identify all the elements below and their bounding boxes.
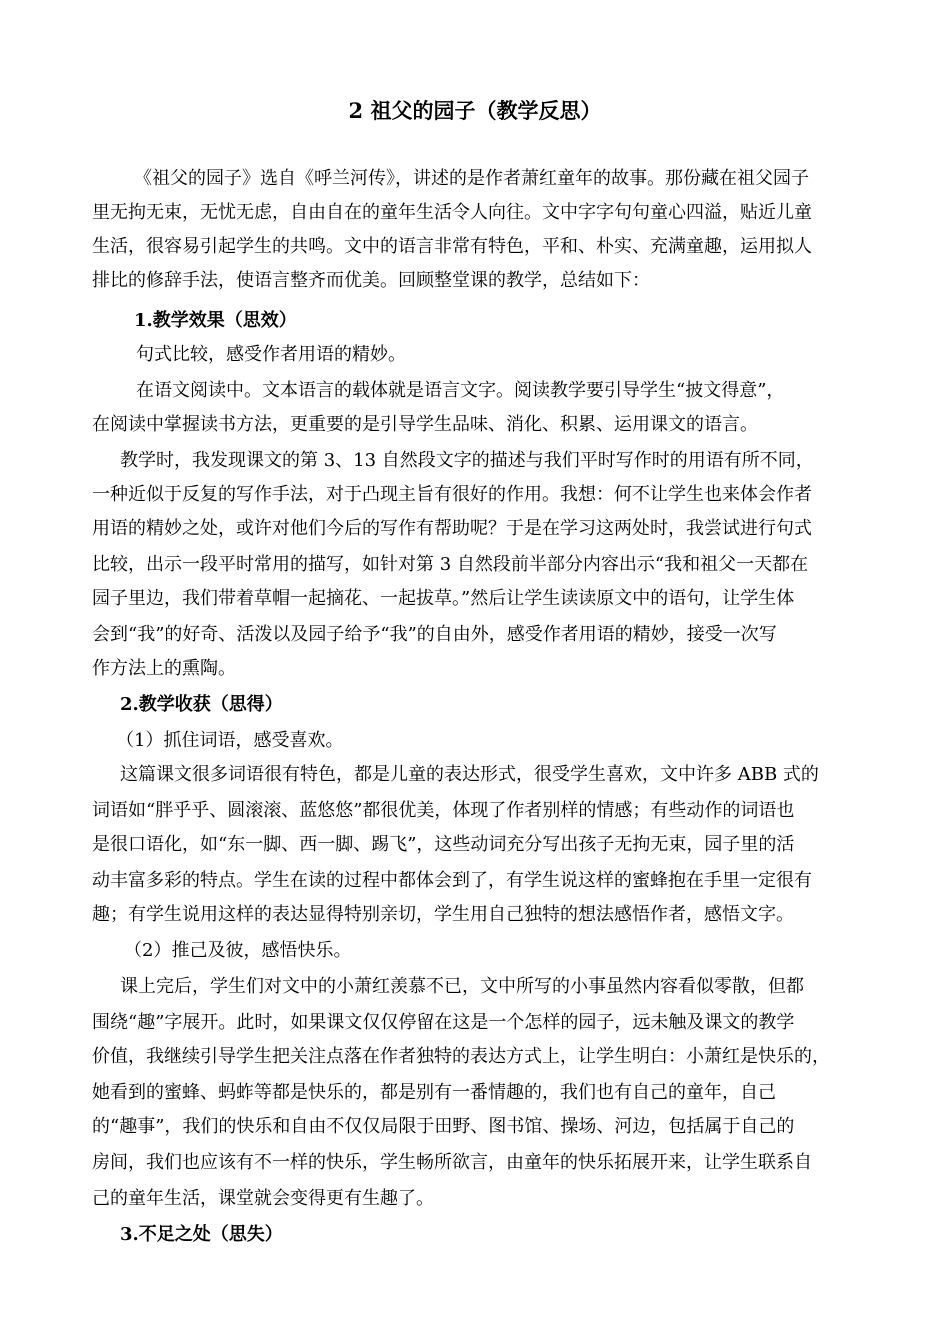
paragraph-line: 句式比较，感受作者用语的精妙。 bbox=[136, 344, 406, 365]
paragraph-line: 这篇课文很多词语很有特色，都是儿童的表达形式，很受学生喜欢，文中许多 ABB 式的 bbox=[120, 764, 819, 785]
paragraph-line: 是很口语化，如“东一脚、西一脚、踢飞”，这些动词充分写出孩子无拘无束，园子里的活 bbox=[92, 834, 795, 855]
section-heading: 3.不足之处（思失） bbox=[120, 1224, 283, 1245]
section-heading: 2.教学收获（思得） bbox=[120, 694, 283, 715]
paragraph-line: 的“趣事”，我们的快乐和自由不仅仅局限于田野、图书馆、操场、河边，包括属于自己的 bbox=[92, 1116, 795, 1137]
paragraph-line: 在语文阅读中。文本语言的载体就是语言文字。阅读教学要引导学生“披文得意”， bbox=[136, 380, 785, 401]
paragraph-line: 生活，很容易引起学生的共鸣。文中的语言非常有特色，平和、朴实、充满童趣，运用拟人 bbox=[92, 236, 812, 257]
paragraph-line: 《祖父的园子》选自《呼兰河传》，讲述的是作者萧红童年的故事。那份藏在祖父园子 bbox=[134, 168, 809, 189]
document-title: 2 祖父的园子（教学反思） bbox=[348, 98, 602, 123]
paragraph-line: 比较，出示一段平时常用的描写，如针对第 3 自然段前半部分内容出示“我和祖父一天都在 bbox=[92, 554, 809, 575]
paragraph-line: 一种近似于反复的写作手法，对于凸现主旨有很好的作用。我想：何不让学生也来体会作者 bbox=[92, 484, 812, 505]
paragraph-line: 趣；有学生说用这样的表达显得特别亲切，学生用自己独特的想法感悟作者，感悟文字。 bbox=[92, 904, 794, 925]
paragraph-line: 她看到的蜜蜂、蚂蚱等都是快乐的，都是别有一番情趣的，我们也有自己的童年，自己 bbox=[92, 1082, 776, 1103]
paragraph-line: 园子里边，我们带着草帽一起摘花、一起拔草。”然后让学生读读原文中的语句，让学生体 bbox=[92, 588, 795, 609]
paragraph-line: 围绕“趣”字展开。此时，如果课文仅仅停留在这是一个怎样的园子，远未触及课文的教学 bbox=[92, 1012, 795, 1033]
section-heading: 1.教学效果（思效） bbox=[134, 310, 297, 331]
paragraph-line: 作方法上的熏陶。 bbox=[92, 658, 236, 679]
paragraph-line: 课上完后，学生们对文中的小萧红羡慕不已，文中所写的小事虽然内容看似零散，但都 bbox=[120, 976, 804, 997]
paragraph-line: 价值，我继续引导学生把关注点落在作者独特的表达方式上，让学生明白：小萧红是快乐的， bbox=[92, 1046, 830, 1067]
paragraph-line: 会到“我”的好奇、活泼以及园子给予“我”的自由外，感受作者用语的精妙，接受一次写 bbox=[92, 624, 777, 645]
paragraph-line: 己的童年生活，课堂就会变得更有生趣了。 bbox=[92, 1188, 434, 1209]
paragraph-line: 里无拘无束，无忧无虑，自由自在的童年生活令人向往。文中字字句句童心四溢，贴近儿童 bbox=[92, 202, 812, 223]
paragraph-line: 教学时，我发现课文的第 3、13 自然段文字的描述与我们平时写作时的用语有所不同， bbox=[120, 450, 814, 471]
subsection-heading: （2）推己及彼，感悟快乐。 bbox=[124, 940, 352, 961]
paragraph-line: 在阅读中掌握读书方法，更重要的是引导学生品味、消化、积累、运用课文的语言。 bbox=[92, 414, 758, 435]
paragraph-line: 用语的精妙之处，或许对他们今后的写作有帮助呢？于是在学习这两处时，我尝试进行句式 bbox=[92, 518, 812, 539]
subsection-heading: （1）抓住词语，感受喜欢。 bbox=[116, 730, 344, 751]
paragraph-line: 排比的修辞手法，使语言整齐而优美。回顾整堂课的教学，总结如下： bbox=[92, 270, 650, 291]
paragraph-line: 动丰富多彩的特点。学生在读的过程中都体会到了，有学生说这样的蜜蜂抱在手里一定很有 bbox=[92, 870, 812, 891]
paragraph-line: 词语如“胖乎乎、圆滚滚、蓝悠悠”都很优美，体现了作者别样的情感；有些动作的词语也 bbox=[92, 800, 795, 821]
paragraph-line: 房间，我们也应该有不一样的快乐，学生畅所欲言，由童年的快乐拓展开来，让学生联系自 bbox=[92, 1152, 812, 1173]
